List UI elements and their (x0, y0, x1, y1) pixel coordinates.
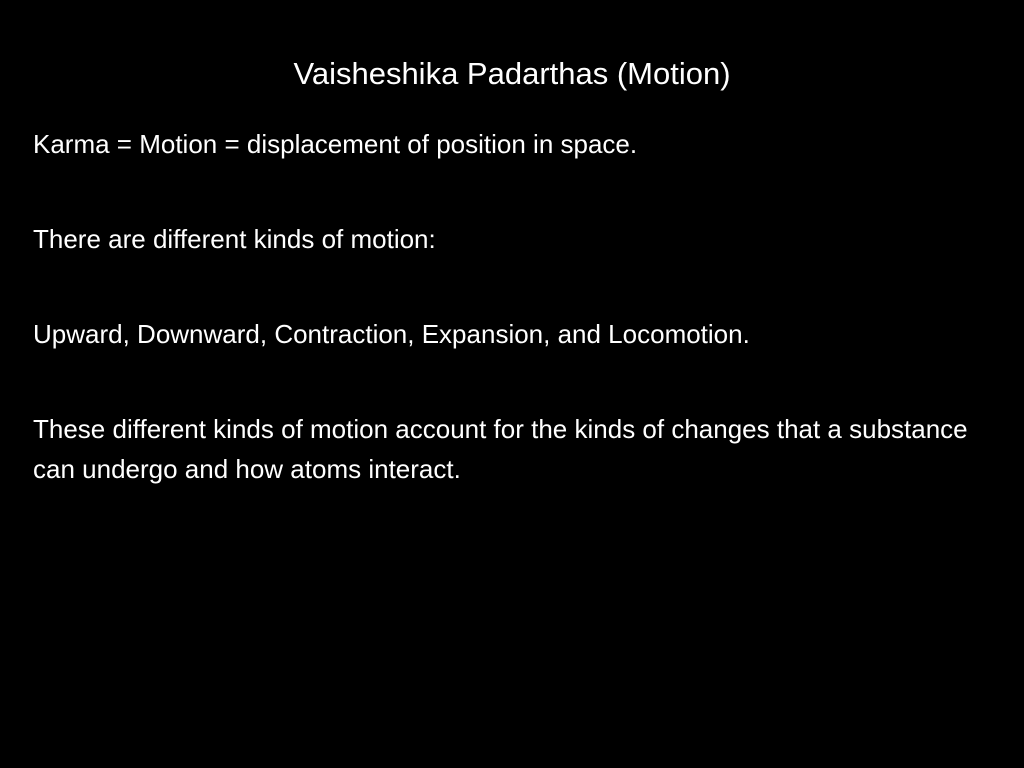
paragraph-kinds-intro: There are different kinds of motion: (33, 224, 436, 254)
paragraph-karma-definition: Karma = Motion = displacement of position in space. (33, 129, 638, 159)
slide-title: Vaisheshika Padarthas (Motion) (293, 56, 731, 91)
paragraph-kinds-list: Upward, Downward, Contraction, Expansion, and Locomotion. (33, 319, 750, 349)
slide-body (33, 124, 998, 489)
paragraph-explanation: These different kinds of motion account for the kinds of changes that a substance can undergo and how atoms interact. (33, 414, 968, 484)
